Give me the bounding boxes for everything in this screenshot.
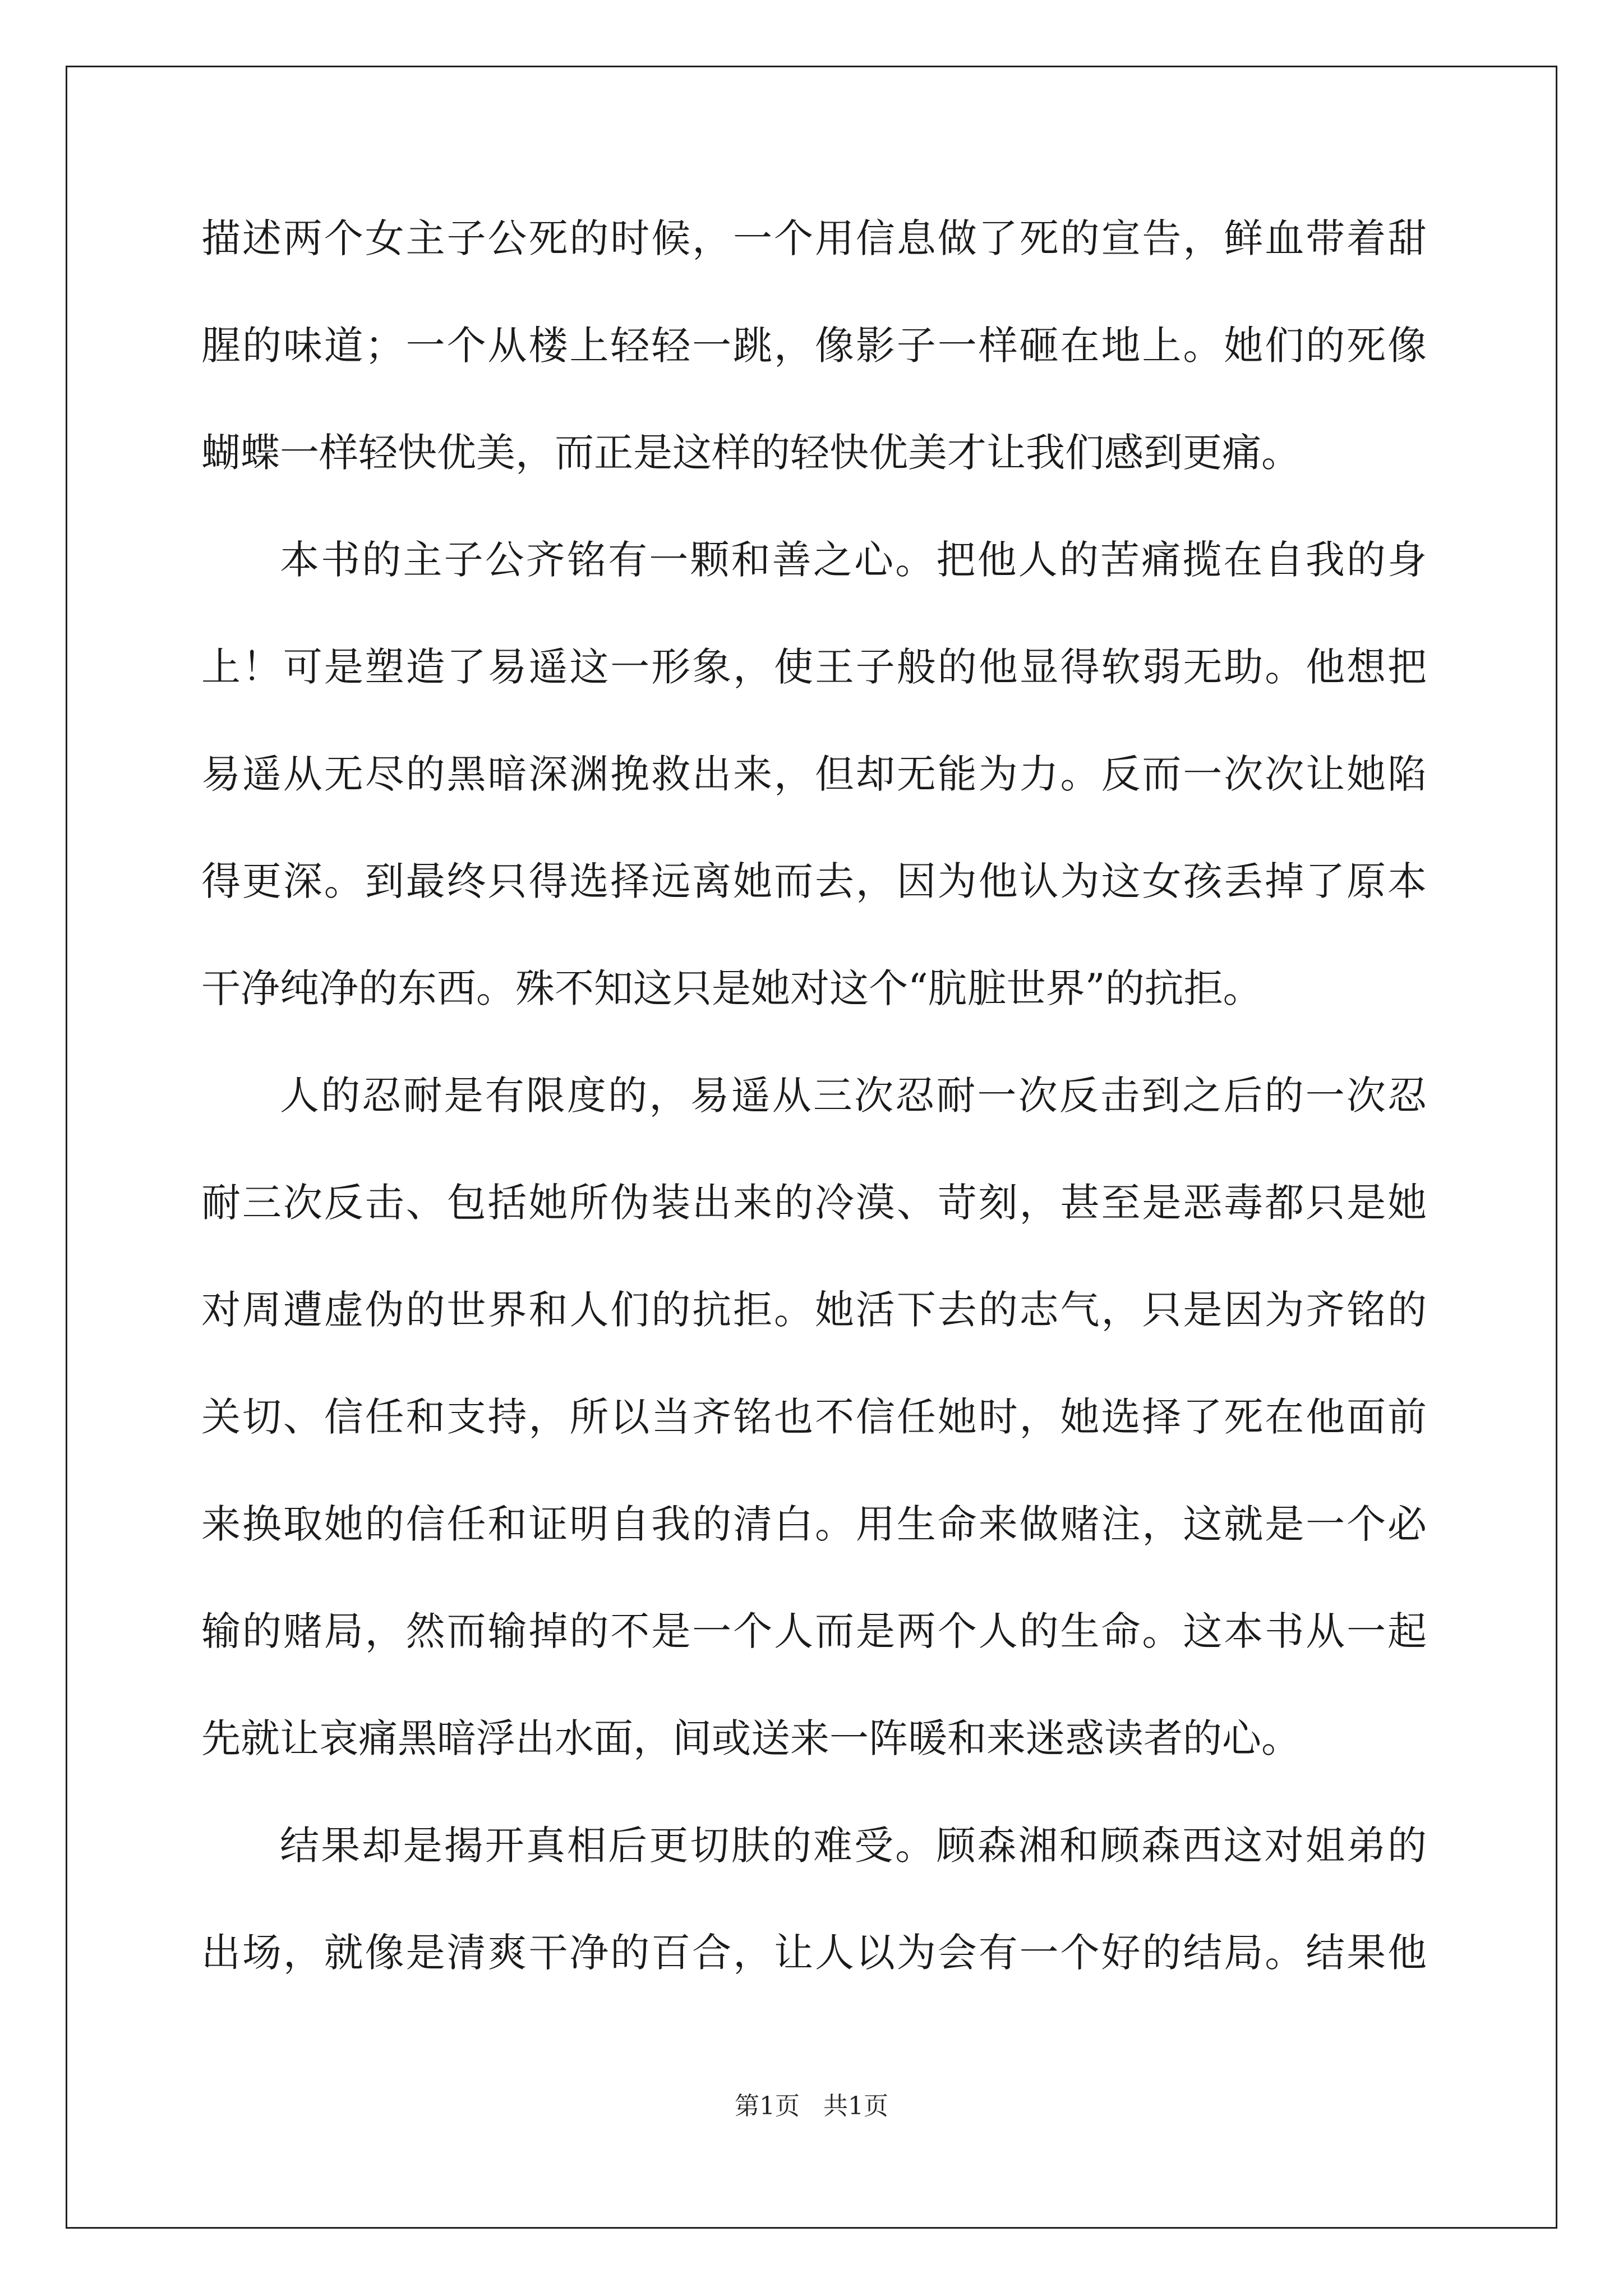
text-line: 蝴蝶一样轻快优美，而正是这样的轻快优美才让我们感到更痛。 bbox=[201, 430, 1301, 476]
text-line: 本书的主子公齐铭有一颗和善之心。把他人的苦痛揽在自我的身 bbox=[280, 537, 1427, 583]
text-line: 描述两个女主子公死的时候，一个用信息做了死的宣告，鲜血带着甜 bbox=[201, 215, 1427, 261]
paragraph-4 bbox=[201, 1823, 1427, 1976]
text-line: 输的赌局，然而输掉的不是一个人而是两个人的生命。这本书从一起 bbox=[201, 1608, 1427, 1654]
text-line: 腥的味道；一个从楼上轻轻一跳，像影子一样砸在地上。她们的死像 bbox=[201, 323, 1427, 369]
text-line: 来换取她的信任和证明自我的清白。用生命来做赌注，这就是一个必 bbox=[201, 1501, 1427, 1547]
paragraph-2 bbox=[201, 537, 1427, 1011]
text-line: 得更深。到最终只得选择远离她而去，因为他认为这女孩丢掉了原本 bbox=[201, 858, 1427, 904]
text-line: 先就让哀痛黑暗浮出水面，间或送来一阵暖和来迷惑读者的心。 bbox=[201, 1715, 1301, 1761]
text-line: 对周遭虚伪的世界和人们的抗拒。她活下去的志气，只是因为齐铭的 bbox=[201, 1287, 1427, 1333]
document-body bbox=[201, 215, 1427, 2040]
text-line: 出场，就像是清爽干净的百合，让人以为会有一个好的结局。结果他 bbox=[201, 1930, 1427, 1976]
page-number-footer: 第1页 共1页 bbox=[735, 2092, 888, 2120]
text-line: 易遥从无尽的黑暗深渊挽救出来，但却无能为力。反而一次次让她陷 bbox=[201, 751, 1427, 797]
text-line: 干净纯净的东西。殊不知这只是她对这个“肮脏世界”的抗拒。 bbox=[201, 965, 1262, 1011]
paragraph-1 bbox=[201, 215, 1427, 476]
text-line: 结果却是揭开真相后更切肤的难受。顾森湘和顾森西这对姐弟的 bbox=[280, 1823, 1427, 1869]
text-line: 关切、信任和支持，所以当齐铭也不信任她时，她选择了死在他面前 bbox=[201, 1394, 1427, 1440]
paragraph-3 bbox=[201, 1073, 1427, 1761]
text-line: 人的忍耐是有限度的，易遥从三次忍耐一次反击到之后的一次忍 bbox=[280, 1073, 1427, 1119]
text-line: 上！可是塑造了易遥这一形象，使王子般的他显得软弱无助。他想把 bbox=[201, 644, 1427, 690]
text-line: 耐三次反击、包括她所伪装出来的冷漠、苛刻，甚至是恶毒都只是她 bbox=[201, 1180, 1427, 1226]
